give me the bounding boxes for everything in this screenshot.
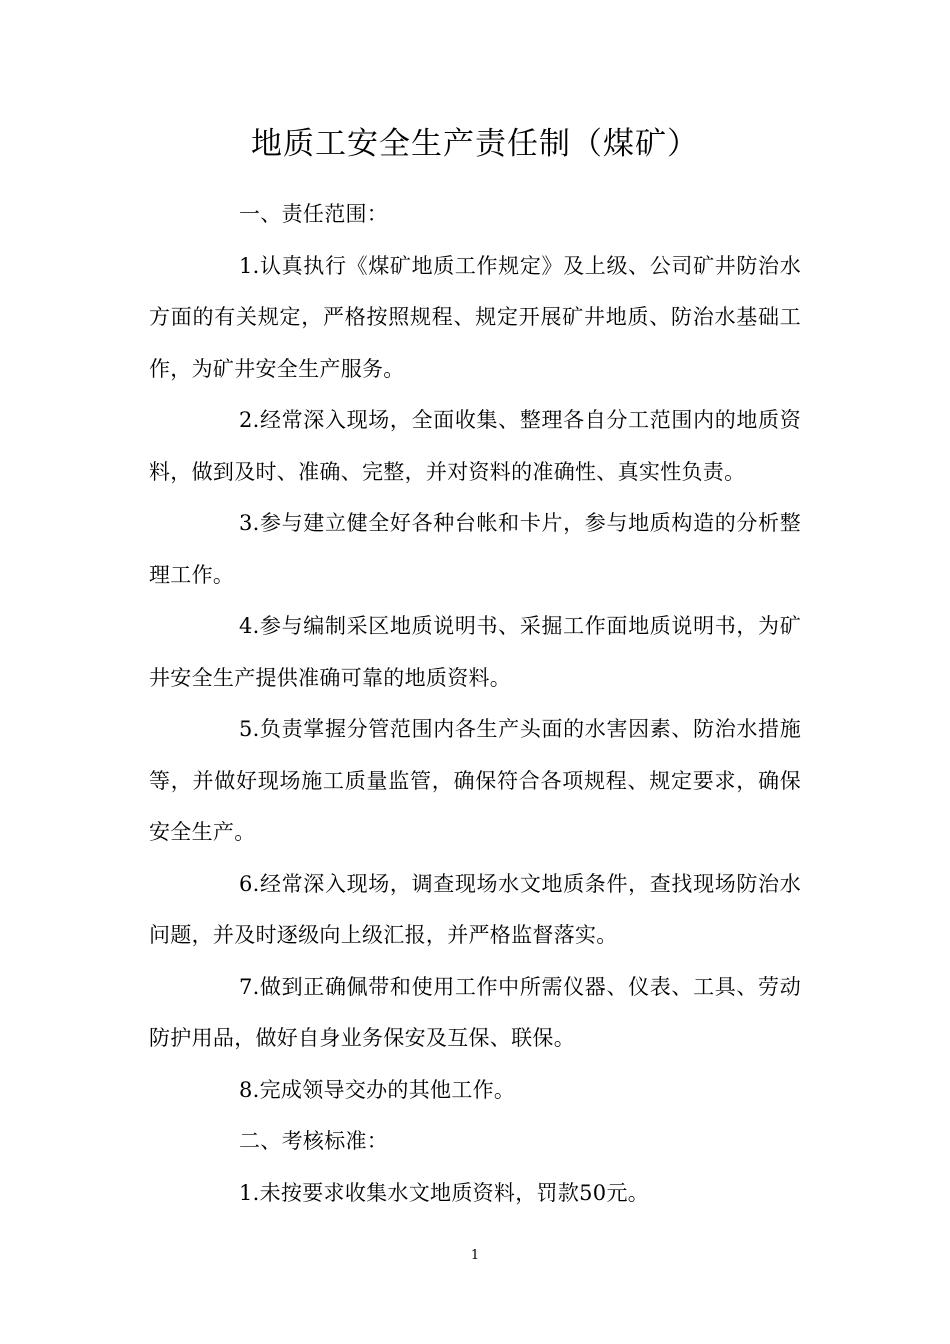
section-heading-responsibility: 一、责任范围： xyxy=(239,202,389,226)
paragraph-item: 2.经常深入现场，全面收集、整理各自分工范围内的地质资料，做到及时、准确、完整，并对资料的准确性、真实性负责。 xyxy=(149,408,801,484)
paragraph-item: 7.做到正确佩带和使用工作中所需仪器、仪表、工具、劳动防护用品，做好自身业务保安及互保、联保。 xyxy=(149,974,801,1050)
section-heading-assessment: 二、考核标准： xyxy=(239,1129,389,1153)
page-number: 1 xyxy=(470,1248,480,1263)
paragraph-item: 1.认真执行《煤矿地质工作规定》及上级、公司矿井防治水方面的有关规定，严格按照规程、规定开展矿井地质、防治水基础工作，为矿井安全生产服务。 xyxy=(149,253,801,381)
paragraph-item: 8.完成领导交办的其他工作。 xyxy=(239,1077,516,1102)
document-body xyxy=(149,189,801,1219)
paragraph-item: 6.经常深入现场，调查现场水文地质条件，查找现场防治水问题，并及时逐级向上级汇报，并严格监督落实。 xyxy=(149,871,801,947)
paragraph-item: 4.参与编制采区地质说明书、采掘工作面地质说明书，为矿井安全生产提供准确可靠的地质资料。 xyxy=(149,614,801,690)
document-title: 地质工安全生产责任制（煤矿） xyxy=(251,126,699,162)
paragraph-item: 3.参与建立健全好各种台帐和卡片，参与地质构造的分析整理工作。 xyxy=(149,511,801,587)
paragraph-item: 5.负责掌握分管范围内各生产头面的水害因素、防治水措施等，并做好现场施工质量监管，确保符合各项规程、规定要求，确保安全生产。 xyxy=(149,717,801,844)
paragraph-item: 1.未按要求收集水文地质资料，罚款50元。 xyxy=(239,1180,650,1205)
